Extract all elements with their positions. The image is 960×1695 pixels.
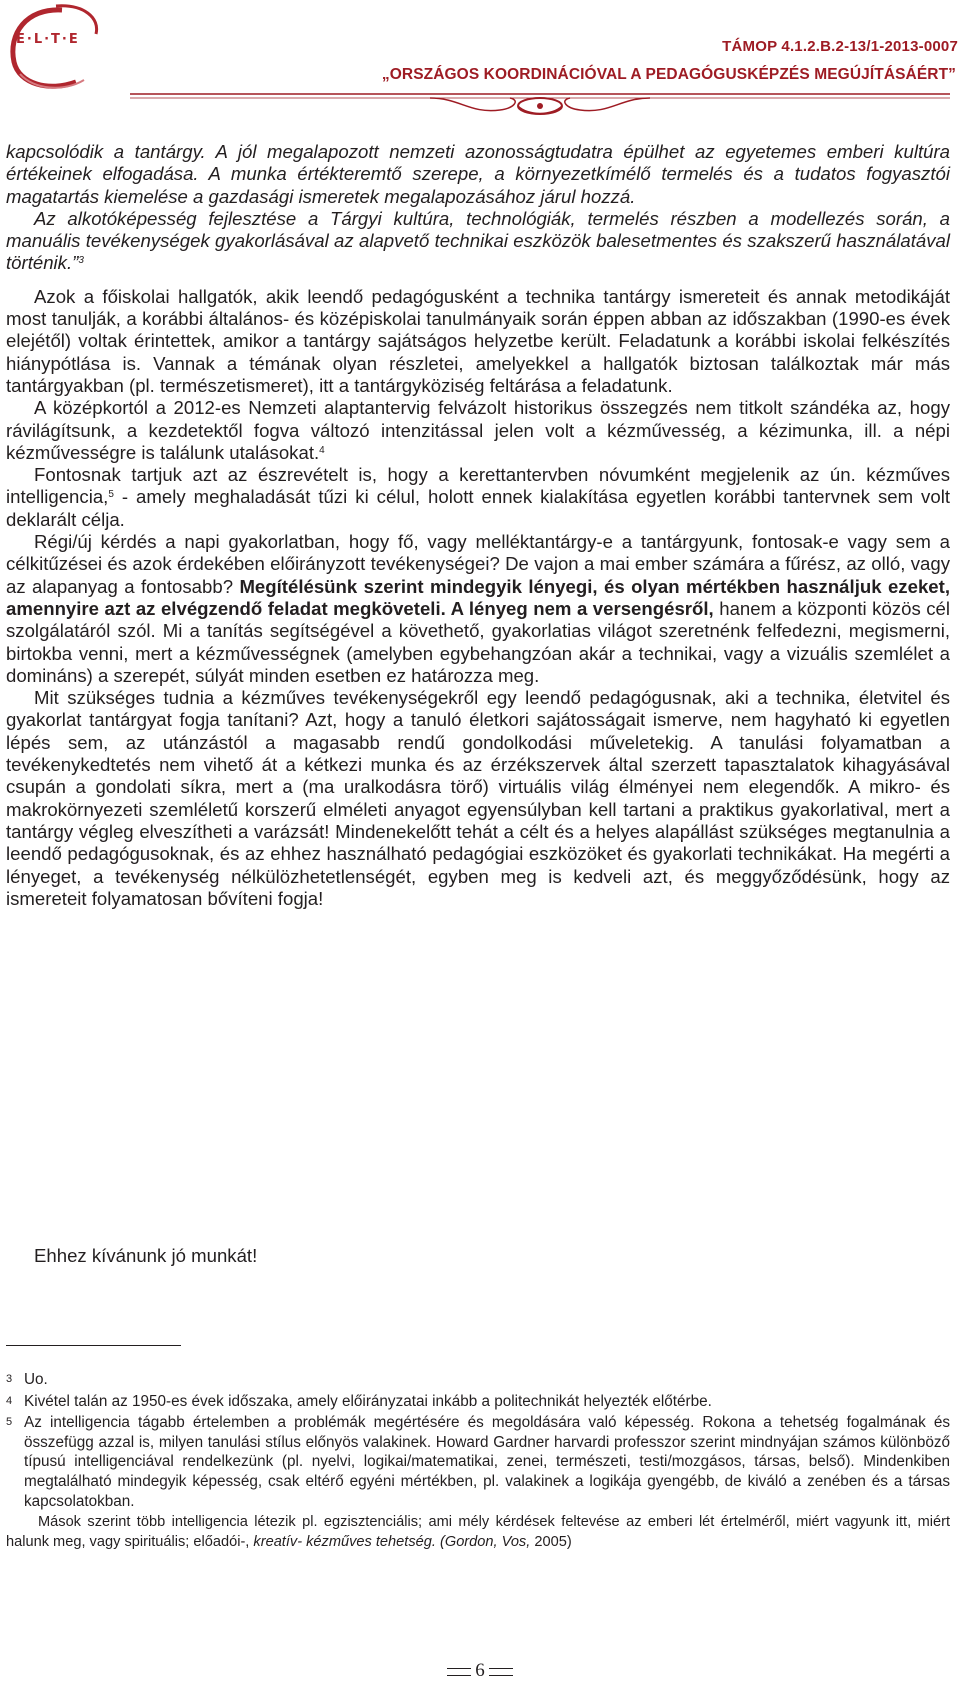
paragraph-1: Azok a főiskolai hallgatók, akik leendő pedagógusként a technika tantárgy ismereteit és annak metodikáját most tanulják, a korábbi általános- és középiskolai tanulmányaik során éppen abban az időszakban (1990-es évek elejétől) voltak érintettek, amikor a tantárgy sajátságos helyzetbe került. Feladatunk a korábbi iskolai felkészítés hiánypótlása is. Vannak a témának olyan részletei, amelyekkel a hallgatók biztosan találkoztak már más tantárgyakban (pl. természetismeret), itt a tantárgyköziség feltárása a feladatunk. [6,285,950,396]
logo-text: E·L·T·E [16,32,80,47]
quote-paragraph-2: Az alkotóképesség fejlesztése a Tárgyi kultúra, technológiák, termelés részben a modellezés során, a manuális tevékenységek gyakorlásával az alapvető technikai eszközök balesetmentes és szakszerű használatával történik.”$^3$ [6,207,950,274]
footnote-ref-5: 5 [108,489,114,501]
closing-line: Ehhez kívánunk jó munkát! [34,1245,258,1266]
paragraph-3: Fontosnak tartjuk azt az észrevételt is, hogy a kerettantervben nóvumként megjelenik az ún. kézműves intelligencia,$^5$ - amely meghaladását tűzi ki célul, holott ennek kialakítása egyetlen korábbi tantervnek sem volt deklarált célja. [6,464,950,530]
page-header [0,0,960,118]
footnote-divider [6,1345,181,1346]
paragraph-2: A középkortól a 2012-es Nemzeti alaptantervig felvázolt historikus összegzés nem titkolt szándéka az, hogy rávilágítsunk, a kezdetektől fogva változó intenzitással jelen volt a kézművesség, a kézimunka, ill. a népi kézművességre is találunk utalásokat.$^4$ [6,397,950,463]
paragraph-5: Mit szükséges tudnia a kézműves tevékenységekről egy leendő pedagógusnak, aki a technika, életvitel és gyakorlat tantárgyat fogja tanítani? Azt, hogy a tanuló életkori sajátosságait ismerve, nem hagyható ki egyetlen lépés sem, az utánzástól a magasabb rendű gondolkodási műveletekig. A tanulási folyamatban a tevékenykedtetés nem vihető át a kétkezi munka és az érzékszervek által szerzett tapasztalatok kihagyásával csupán a gondolati síkra, mert a (ma uralkodásra törő) virtuális világ élményei nem elegendők. A mikro- és makrokörnyezeti szemléletű korszerű elméleti anyagot egyensúlyban kell tartani a praktikus gyakorlatival, mert a tantárgy végleg elveszítheti a varázsát! Mindenekelőtt tehát a célt és a helyes alapállást szükséges megtanulnia a leendő pedagógusoknak, és az ehhez használható pedagógiai eszközöket és gyakorlati technikákat. Ha megérti a lényeget, a tevékenység nélkülözhetetlenségét, egyben meg is kedveli azt, és meggyőződésünk, hogy az ismereteit folyamatosan bővíteni fogja! [6,687,950,909]
project-title: „ORSZÁGOS KOORDINÁCIÓVAL A PEDAGÓGUSKÉPZÉS MEGÚJÍTÁSÁÉRT” [381,66,956,83]
project-code: TÁMOP 4.1.2.B.2-13/1-2013-0007 [722,38,958,55]
footnote-4: 4 Kivétel talán az 1950-es évek időszaka, amely előirányzatai inkább a politechnikát helyezték előtérbe. [6,1392,712,1410]
elte-logo-icon [4,4,114,92]
footnote-5-continuation: Mások szerint több intelligencia létezik pl. egzisztenciális; ami mély kérdések feltevése az emberi lét értelméről, miért vagyunk itt, miért halunk meg, vagy spirituális; előadói-, kreatív- kézműves tehetség. (Gordon, Vos, 2005) [6,1514,950,1550]
main-text [6,141,950,910]
footnote-5: 5 Az intelligencia tágabb értelemben a problémák megértésére és megoldására való képesség. Rokona a tehetség fogalmának és összefügg azzal is, milyen tanulási stílus előnyös valakinek. Howard Gardner harvardi professzor szerint mindnyájan számos különböző típusú intelligenciával rendelkezünk (pl. nyelvi, logikai/matematikai, zenei, természeti, testi/mozgásos, társas, belső). Mindenkiben megtalálható mindegyik képesség, csak eltérő egyéni mértékben, pl. valakinek a logikája gyengébb, de kiváló a zenében és a társas kapcsolatokban. [6,1414,950,1510]
footnote-3: 3 Uo. [6,1371,48,1388]
footnote-ref-3: 3 [78,255,84,267]
quote-paragraph-1: kapcsolódik a tantárgy. A jól megalapozott nemzeti azonosságtudatra épülhet az egyetemes emberi kultúra értékeinek elfogadása. A munka értékteremtő szerepe, a környezetkímélő termelés és a tudatos fogyasztói magatartás kiemelése a gazdasági ismeretek megalapozásához járul hozzá. [6,141,950,207]
page-number-left-bar [447,1668,471,1676]
footnote-ref-4: 4 [319,444,325,456]
flourish-ornament-icon [130,88,950,120]
page-number: 6 [420,1660,540,1682]
page-number-right-bar [489,1668,513,1676]
bold-emphasis: Megítélésünk szerint mindegyik lényegi, és olyan mértékben használjuk ezeket, amennyire azt az elvégzendő feladat megköveteli. A lényeg nem a versengésről, [6,575,950,619]
footnotes [6,1370,950,1552]
paragraph-4: Régi/új kérdés a napi gyakorlatban, hogy fő, vagy melléktantárgy-e a tantárgyunk, fontosak-e vagy sem a célkitűzései és azok érdekében előirányzott tevékenységei? De vajon a mai ember számára a fűrész, az olló, vagy az alapanyag a fontosabb? Megítélésünk szerint mindegyik lényegi, és olyan mértékben használjuk ezeket, amennyire azt az elvégzendő feladat megköveteli. A lényeg nem a versengésről, hanem a központi közös cél szolgálatáról szól. Mi a tanítás segítségével a követhető, gyakorlatias világot szeretnénk felfedezni, megismerni, birtokba venni, mert a kézművességnek (amelyben egybehangzóan akár a technikai, vagy a vizuális szemlélet a domináns) a szerepét, súlyát minden esetben ez határozza meg. [6,531,951,686]
